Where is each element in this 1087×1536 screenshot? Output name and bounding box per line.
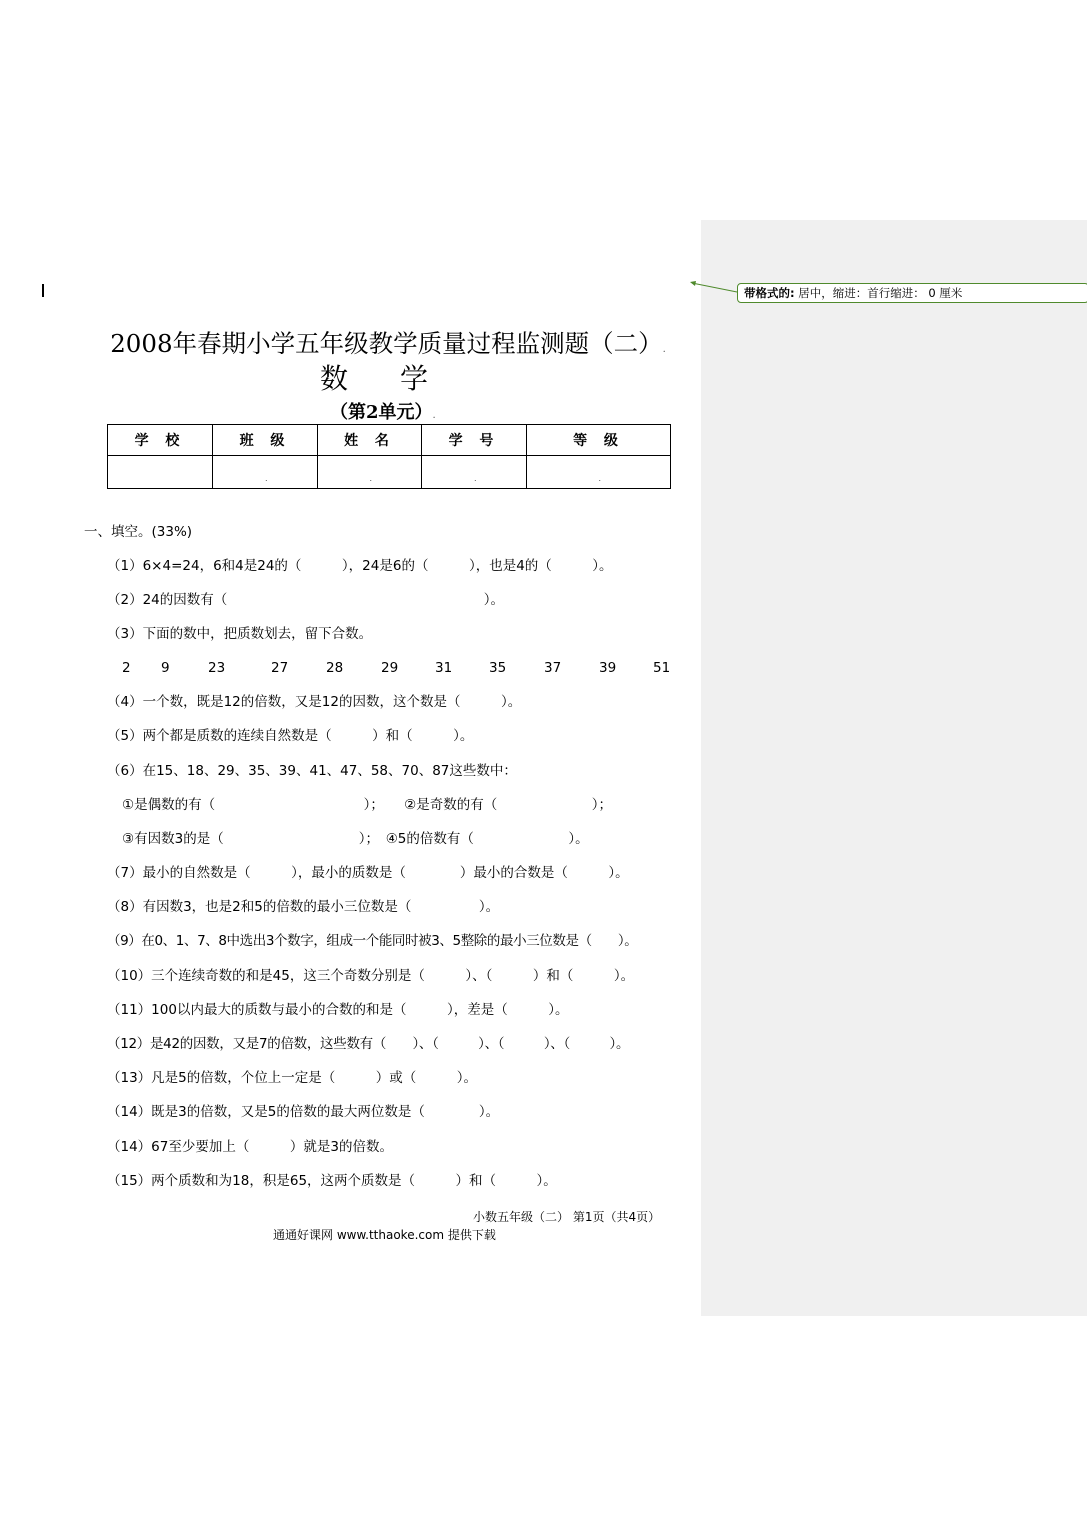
question-15: （15）两个质数和为18，积是65，这两个质数是（ ）和（ ）。 <box>107 1173 557 1189</box>
question-14: （14）既是3的倍数，又是5的倍数的最大两位数是（ ）。 <box>107 1104 500 1120</box>
number-item: 23 <box>208 660 226 676</box>
header-class: 班 级 <box>213 425 318 456</box>
number-item: 51 <box>653 660 671 676</box>
question-12: （12）是42的因数，又是7的倍数，这些数有（ ）、（ ）、（ ）、（ ）。 <box>107 1036 630 1052</box>
markup-pane <box>701 220 1087 1316</box>
document-title: 2008年春期小学五年级教学质量过程监测题（二）. <box>110 329 666 358</box>
comment-label: 带格式的: <box>744 286 795 300</box>
cell-name[interactable]: . <box>318 456 422 489</box>
cell-school[interactable] <box>108 456 213 489</box>
question-4: （4）一个数，既是12的倍数，又是12的因数，这个数是（ ）。 <box>107 694 522 710</box>
page-footer: 小数五年级（二） 第1页（共4页） <box>473 1210 661 1224</box>
question-11: （11）100以内最大的质数与最小的合数的和是（ ），差是（ ）。 <box>107 1002 569 1018</box>
number-item: 31 <box>435 660 453 676</box>
cell-student-no[interactable]: . <box>422 456 527 489</box>
question-5: （5）两个都是质数的连续自然数是（ ）和（ ）。 <box>107 728 474 744</box>
question-14b: （14）67至少要加上（ ）就是3的倍数。 <box>107 1139 393 1155</box>
question-6: （6）在15、18、29、35、39、41、47、58、70、87这些数中： <box>107 763 517 779</box>
question-8: （8）有因数3，也是2和5的倍数的最小三位数是（ ）。 <box>107 899 500 915</box>
number-item: 28 <box>326 660 344 676</box>
number-item: 27 <box>271 660 289 676</box>
question-10: （10）三个连续奇数的和是45，这三个奇数分别是（ ）、（ ）和（ ）。 <box>107 968 635 984</box>
number-item: 29 <box>381 660 399 676</box>
question-9: （9）在0、1、7、8中选出3个数字，组成一个能同时被3、5整除的最小三位数是（ ）。 <box>107 933 638 949</box>
text-cursor <box>42 284 44 297</box>
header-name: 姓 名 <box>318 425 422 456</box>
cell-grade[interactable]: . <box>527 456 671 489</box>
student-info-table <box>107 424 671 489</box>
header-grade: 等 级 <box>527 425 671 456</box>
question-6-part-2: ③有因数3的是（ ）； ④5的倍数有（ ）。 <box>122 831 589 847</box>
number-item: 9 <box>161 660 170 676</box>
header-student-no: 学 号 <box>422 425 527 456</box>
comment-balloon[interactable] <box>737 283 1087 303</box>
comment-connector <box>688 279 740 299</box>
cell-class[interactable]: . <box>213 456 318 489</box>
number-item: 39 <box>599 660 617 676</box>
document-unit: （第2单元）. <box>330 402 436 423</box>
question-3: （3）下面的数中，把质数划去，留下合数。 <box>107 626 373 642</box>
number-item: 35 <box>489 660 507 676</box>
comment-text: 居中，缩进：首行缩进： 0 厘米 <box>798 286 963 300</box>
document-subject: 数 学 <box>320 362 431 395</box>
site-footer: 通通好课网 www.tthaoke.com 提供下载 <box>273 1228 496 1242</box>
number-item: 2 <box>122 660 131 676</box>
number-list <box>0 660 700 678</box>
header-school: 学 校 <box>108 425 213 456</box>
question-6-part-1: ①是偶数的有（ ）； ②是奇数的有（ ）； <box>122 797 612 813</box>
question-13: （13）凡是5的倍数，个位上一定是（ ）或（ ）。 <box>107 1070 478 1086</box>
question-1: （1）6×4=24，6和4是24的（ ），24是6的（ ），也是4的（ ）。 <box>107 558 613 574</box>
question-7: （7）最小的自然数是（ ），最小的质数是（ ）最小的合数是（ ）。 <box>107 865 629 881</box>
question-2: （2）24的因数有（ ）。 <box>107 592 505 608</box>
section-heading: 一、填空。(33%) <box>84 524 193 540</box>
number-item: 37 <box>544 660 562 676</box>
